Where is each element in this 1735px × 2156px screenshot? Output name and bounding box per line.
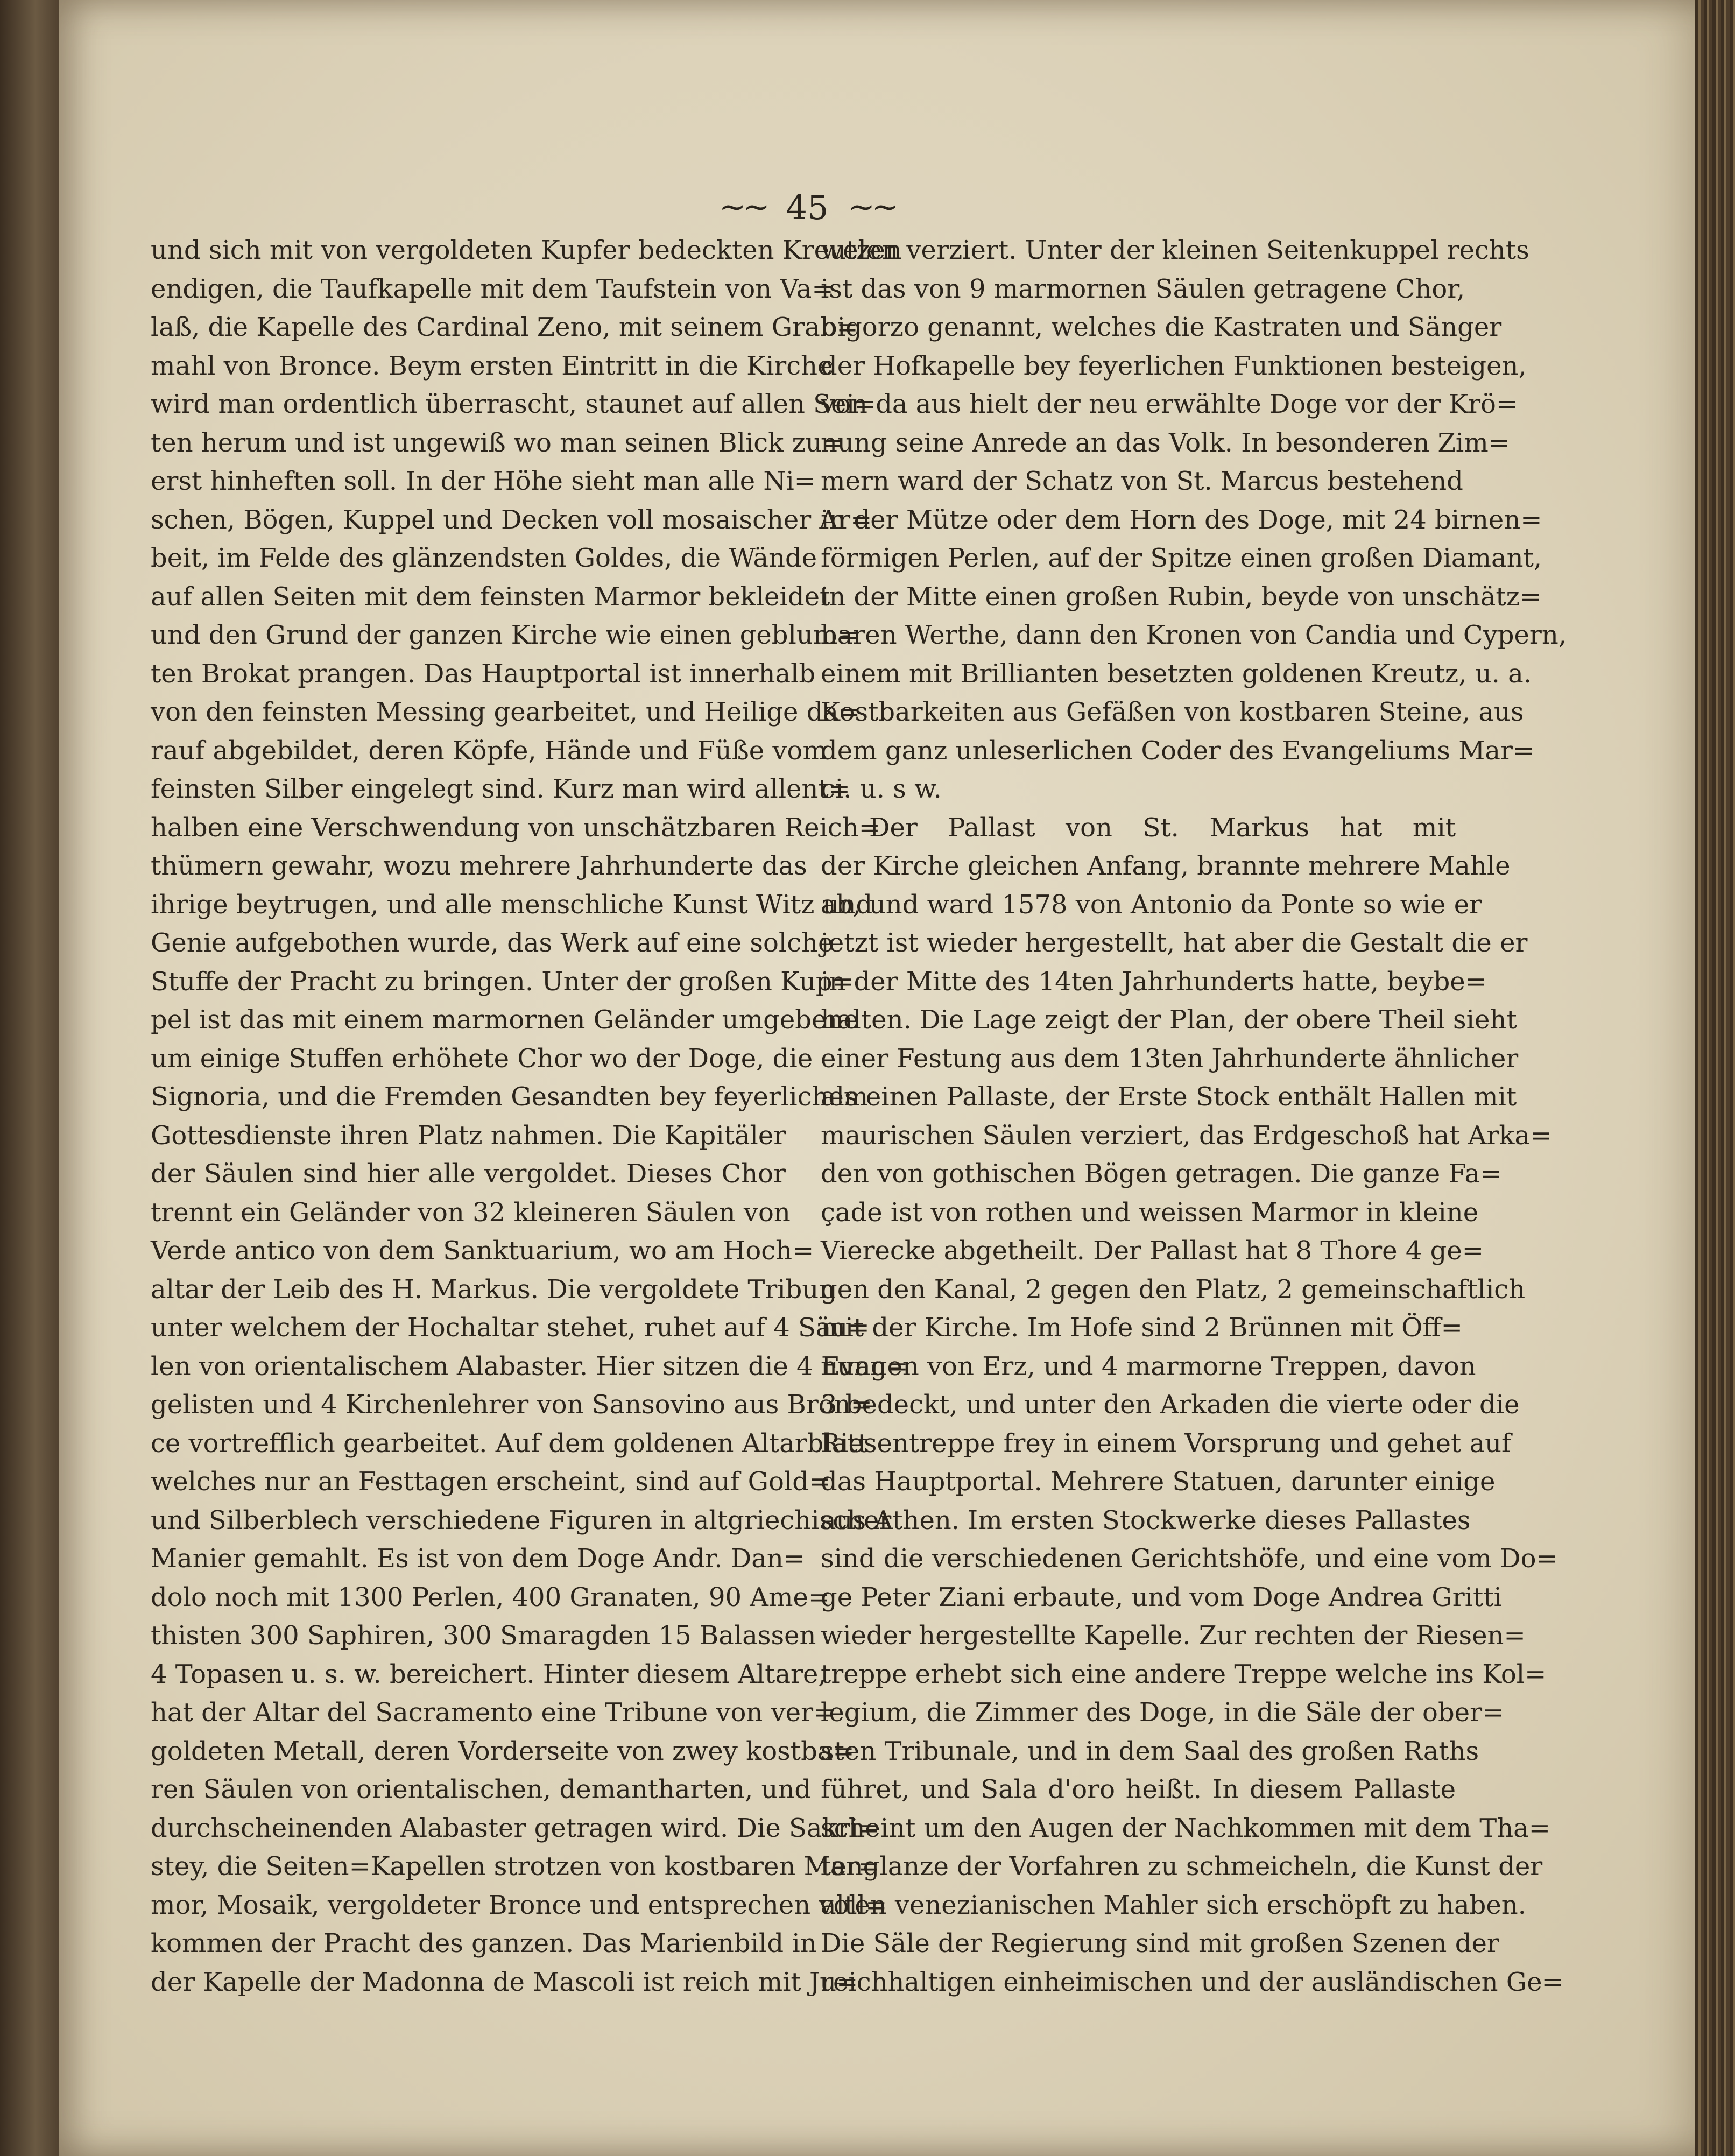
text-line: feinsten Silber eingelegt sind. Kurz man wird allent=: [151, 774, 850, 804]
text-line: Genie aufgebothen wurde, das Werk auf eine solche: [151, 928, 834, 958]
text-line: Stuffe der Pracht zu bringen. Unter der großen Kup=: [151, 966, 854, 997]
text-line: trennt ein Geländer von 32 kleineren Säulen von: [151, 1197, 791, 1228]
text-line: in der Mitte des 14ten Jahrhunderts hatte, beybe=: [821, 966, 1487, 997]
text-line: ren Säulen von orientalischen, demantharten, und: [151, 1774, 812, 1805]
text-line: Gottesdienste ihren Platz nahmen. Die Kapitäler: [151, 1120, 786, 1151]
text-line: goldeten Metall, deren Vorderseite von zwey kostba=: [151, 1736, 855, 1766]
text-line: altar der Leib des H. Markus. Die vergoldete Tribun: [151, 1274, 836, 1305]
text-line: schen, Bögen, Kuppel und Decken voll mosaischer Ar=: [151, 504, 872, 535]
text-line: in der Mütze oder dem Horn des Doge, mit 24 birnen=: [821, 504, 1542, 535]
text-line: Der Pallast von St. Markus hat mit: [869, 812, 1456, 843]
text-line: mahl von Bronce. Beym ersten Eintritt in die Kirche: [151, 350, 833, 381]
text-line: 4 Topasen u. s. w. bereichert. Hinter diesem Altare,: [151, 1659, 827, 1689]
text-line: thisten 300 Saphiren, 300 Smaragden 15 Balassen: [151, 1620, 816, 1651]
right-text-column: [821, 231, 1567, 2002]
text-line: jetzt ist wieder hergestellt, hat aber die Gestalt die er: [821, 928, 1528, 958]
page-header: [694, 183, 920, 231]
text-line: Vierecke abgetheilt. Der Pallast hat 8 Thore 4 ge=: [821, 1236, 1484, 1266]
page-number: 45: [786, 187, 829, 227]
text-line: der Kapelle der Madonna de Mascoli ist reich mit Ju=: [151, 1967, 858, 1997]
text-line: in der Mitte einen großen Rubin, beyde von unschätz=: [821, 581, 1542, 612]
text-line: förmigen Perlen, auf der Spitze einen großen Diamant,: [821, 543, 1542, 573]
text-line: 3 bedeckt, und unter den Arkaden die vierte oder die: [821, 1390, 1520, 1420]
text-line: auf allen Seiten mit dem feinsten Marmor bekleidet: [151, 581, 830, 612]
text-line: von da aus hielt der neu erwählte Doge vor der Krö=: [821, 389, 1518, 419]
text-line: thümern gewahr, wozu mehrere Jahrhunderte das: [151, 851, 807, 881]
text-line: der Hofkapelle bey feyerlichen Funktionen besteigen,: [821, 350, 1527, 381]
text-line: als einen Pallaste, der Erste Stock enthält Hallen mit: [821, 1082, 1517, 1112]
text-line: das Hauptportal. Mehrere Statuen, darunter einige: [821, 1467, 1496, 1497]
text-line: Manier gemahlt. Es ist von dem Doge Andr. Dan=: [151, 1544, 806, 1574]
text-line: treppe erhebt sich eine andere Treppe welche ins Kol=: [821, 1659, 1547, 1689]
text-line: der Säulen sind hier alle vergoldet. Dieses Chor: [151, 1159, 786, 1189]
text-line: çade ist von rothen und weissen Marmor in kleine: [821, 1197, 1479, 1228]
text-line: hat der Altar del Sacramento eine Tribune von ver=: [151, 1697, 835, 1728]
text-line: gen den Kanal, 2 gegen den Platz, 2 gemeinschaftlich: [821, 1274, 1526, 1305]
text-line: führet, und Sala d'oro heißt. In diesem Pallaste: [821, 1774, 1456, 1805]
text-line: ten Brokat prangen. Das Hauptportal ist innerhalb: [151, 658, 816, 689]
text-line: rauf abgebildet, deren Köpfe, Hände und Füße vom: [151, 735, 827, 766]
text-line: scheint um den Augen der Nachkommen mit dem Tha=: [821, 1813, 1550, 1843]
text-line: tenglanze der Vorfahren zu schmeicheln, die Kunst der: [821, 1851, 1543, 1882]
text-line: bigorzo genannt, welches die Kastraten und Sänger: [821, 312, 1502, 342]
text-line: einem mit Brillianten besetzten goldenen Kreutz, u. a.: [821, 658, 1532, 689]
ornament-left-icon: ~~: [719, 188, 767, 226]
text-line: halten. Die Lage zeigt der Plan, der obere Theil sieht: [821, 1005, 1517, 1035]
text-line: reichhaltigen einheimischen und der ausländischen Ge=: [821, 1967, 1564, 1997]
text-line: pel ist das mit einem marmornen Geländer umgebene: [151, 1005, 859, 1035]
text-line: sten Tribunale, und in dem Saal des großen Raths: [821, 1736, 1479, 1766]
text-line: wird man ordentlich überrascht, staunet auf allen Sei=: [151, 389, 877, 419]
text-line: len von orientalischem Alabaster. Hier sitzen die 4 Evan=: [151, 1351, 908, 1382]
text-line: ce vortrefflich gearbeitet. Auf dem goldenen Altarblatt: [151, 1428, 868, 1459]
text-line: durchscheinenden Alabaster getragen wird. Die Sakri=: [151, 1813, 880, 1843]
page-stack-edge: [1695, 0, 1735, 2156]
text-line: laß, die Kapelle des Cardinal Zeno, mit seinem Grab=: [151, 312, 858, 342]
text-line: und sich mit von vergoldeten Kupfer bedeckten Kreutzen: [151, 235, 902, 265]
text-line: alten venezianischen Mahler sich erschöpft zu haben.: [821, 1890, 1526, 1920]
text-line: Verde antico von dem Sanktuarium, wo am Hoch=: [151, 1236, 814, 1266]
text-line: ab, und ward 1578 von Antonio da Ponte so wie er: [821, 889, 1482, 920]
text-line: maurischen Säulen verziert, das Erdgeschoß hat Arka=: [821, 1120, 1552, 1151]
text-line: welen verziert. Unter der kleinen Seitenkuppel rechts: [821, 235, 1529, 265]
text-line: mern ward der Schatz von St. Marcus bestehend: [821, 466, 1463, 496]
text-line: unter welchem der Hochaltar stehet, ruhet auf 4 Säu=: [151, 1313, 870, 1343]
text-line: ten herum und ist ungewiß wo man seinen Blick zu=: [151, 427, 844, 458]
text-line: halben eine Verschwendung von unschätzbaren Reich=: [151, 812, 880, 843]
text-line: dolo noch mit 1300 Perlen, 400 Granaten, 90 Ame=: [151, 1582, 830, 1612]
text-line: Signoria, und die Fremden Gesandten bey feyerlichem: [151, 1082, 869, 1112]
text-line: von den feinsten Messing gearbeitet, und Heilige da=: [151, 697, 861, 727]
text-line: nung seine Anrede an das Volk. In besonderen Zim=: [821, 427, 1510, 458]
text-line: Kostbarkeiten aus Gefäßen von kostbaren Steine, aus: [821, 697, 1524, 727]
text-line: baren Werthe, dann den Kronen von Candia und Cypern,: [821, 620, 1567, 650]
text-line: den von gothischen Bögen getragen. Die ganze Fa=: [821, 1159, 1502, 1189]
text-line: kommen der Pracht des ganzen. Das Marienbild in: [151, 1928, 817, 1958]
text-line: mit der Kirche. Im Hofe sind 2 Brünnen mit Öff=: [821, 1313, 1463, 1343]
text-line: Die Säle der Regierung sind mit großen Szenen der: [821, 1928, 1499, 1958]
text-line: ihrige beytrugen, und alle menschliche Kunst Witz und: [151, 889, 873, 920]
text-line: endigen, die Taufkapelle mit dem Taufstein von Va=: [151, 273, 834, 304]
text-line: wieder hergestellte Kapelle. Zur rechten der Riesen=: [821, 1620, 1526, 1651]
text-line: gelisten und 4 Kirchenlehrer von Sansovino aus Bron=: [151, 1390, 872, 1420]
text-line: sind die verschiedenen Gerichtshöfe, und eine vom Do=: [821, 1544, 1558, 1574]
text-line: legium, die Zimmer des Doge, in die Säle der ober=: [821, 1697, 1504, 1728]
text-line: einer Festung aus dem 13ten Jahrhunderte ähnlicher: [821, 1043, 1519, 1074]
ornament-right-icon: ~~: [848, 188, 895, 226]
text-line: ci. u. s w.: [821, 774, 942, 804]
text-line: aus Athen. Im ersten Stockwerke dieses Pallastes: [821, 1505, 1471, 1535]
text-line: der Kirche gleichen Anfang, brannte mehrere Mahle: [821, 851, 1511, 881]
text-line: erst hinheften soll. In der Höhe sieht man alle Ni=: [151, 466, 816, 496]
text-line: stey, die Seiten=Kapellen strotzen von kostbaren Mar=: [151, 1851, 880, 1882]
text-line: beit, im Felde des glänzendsten Goldes, die Wände: [151, 543, 817, 573]
text-line: mor, Mosaik, vergoldeter Bronce und entsprechen voll=: [151, 1890, 887, 1920]
text-line: welches nur an Festtagen erscheint, sind auf Gold=: [151, 1467, 831, 1497]
text-line: dem ganz unleserlichen Coder des Evangeliums Mar=: [821, 735, 1535, 766]
text-line: nungen von Erz, und 4 marmorne Treppen, davon: [821, 1351, 1476, 1382]
text-line: ge Peter Ziani erbaute, und vom Doge Andrea Gritti: [821, 1582, 1502, 1612]
text-line: und Silberblech verschiedene Figuren in altgriechischer: [151, 1505, 892, 1535]
text-line: ist das von 9 marmornen Säulen getragene Chor,: [821, 273, 1465, 304]
text-line: Riesentreppe frey in einem Vorsprung und gehet auf: [821, 1428, 1511, 1459]
text-line: und den Grund der ganzen Kirche wie einen geblum=: [151, 620, 859, 650]
facing-page-edge: [0, 0, 65, 2156]
text-line: um einige Stuffen erhöhete Chor wo der Doge, die: [151, 1043, 813, 1074]
